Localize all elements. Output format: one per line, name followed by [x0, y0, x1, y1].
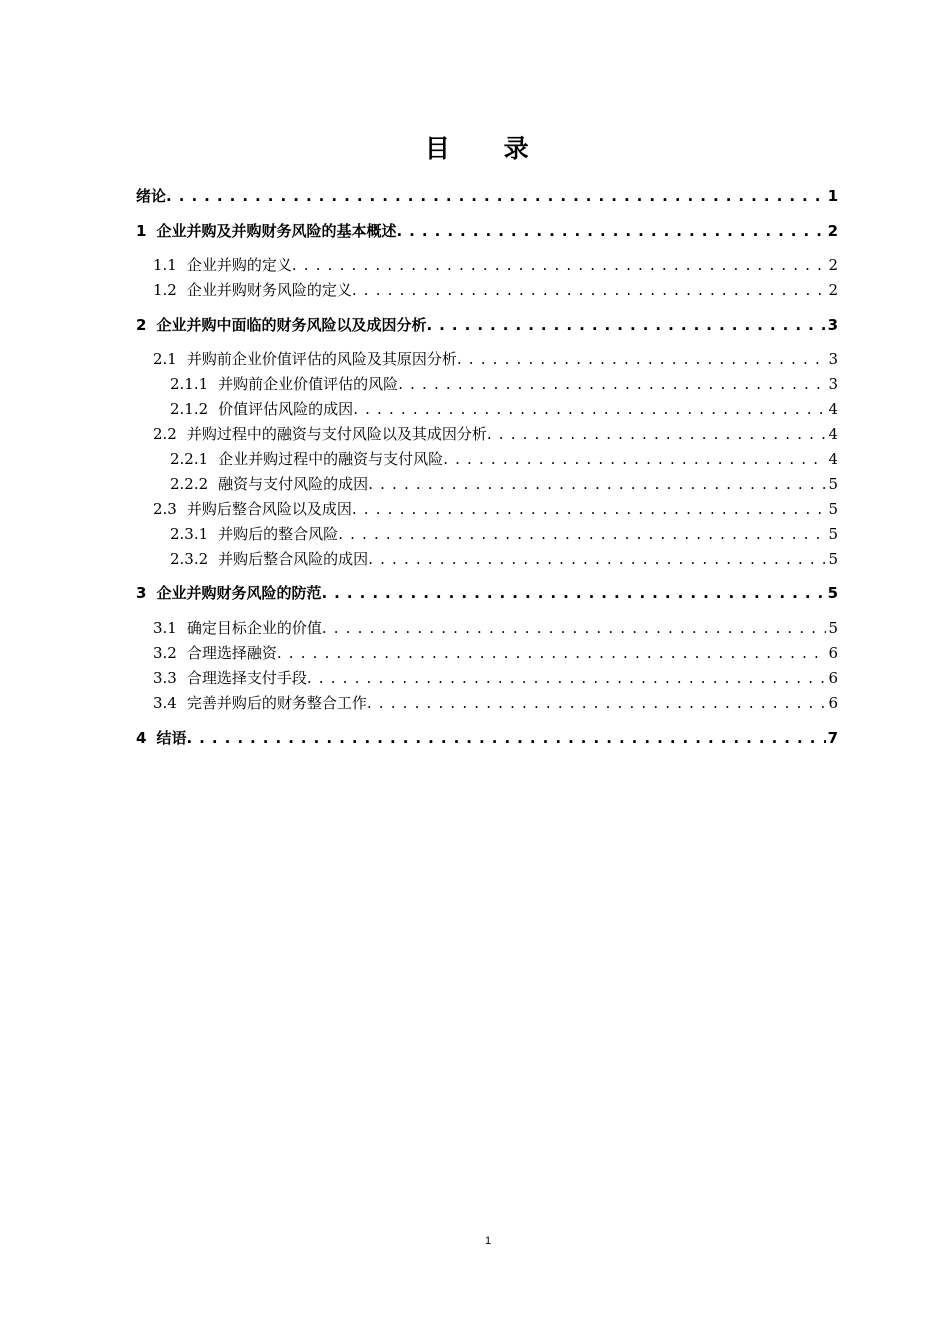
toc-entry-title: 合理选择融资 [186, 644, 277, 662]
toc-entry-2-2-2[interactable] [136, 473, 838, 495]
toc-entry-page: 5 [828, 475, 838, 493]
toc-entry-number: 2.1.1 [170, 375, 209, 393]
toc-entry-4[interactable] [136, 727, 838, 749]
dot-leader [292, 254, 827, 276]
toc-entry-page: 5 [828, 550, 838, 568]
dot-leader [368, 548, 826, 570]
toc-entry-page: 2 [828, 281, 838, 299]
toc-entry-number: 2.2.1 [170, 450, 209, 468]
toc-entry-page: 1 [827, 187, 838, 205]
dot-leader [426, 314, 825, 336]
dot-leader [321, 582, 825, 604]
dot-leader [307, 667, 827, 689]
toc-entry-1[interactable] [136, 220, 838, 242]
toc-entry-page: 4 [828, 400, 838, 418]
toc-entry-title: 结语 [156, 729, 187, 747]
toc-entry-page: 6 [828, 669, 838, 687]
dot-leader [277, 642, 827, 664]
toc-entry-title: 绪论 [136, 187, 167, 205]
toc-entry-number: 2.3.2 [170, 550, 209, 568]
toc-entry-number: 2 [136, 316, 147, 334]
toc-title: 目 录 [424, 134, 552, 163]
toc-entry-3-4[interactable] [136, 692, 838, 714]
toc-entry-1-2[interactable] [136, 279, 838, 301]
toc-entry-1-1[interactable] [136, 254, 838, 276]
toc-entry-page: 4 [828, 425, 838, 443]
toc-entry-number: 4 [136, 729, 147, 747]
toc-entry-title: 确定目标企业的价值 [186, 619, 322, 637]
toc-entry-number: 3.4 [153, 694, 177, 712]
toc-entry-page: 2 [828, 256, 838, 274]
toc-entry-page: 5 [828, 619, 838, 637]
toc-entry-number: 3.3 [153, 669, 177, 687]
dot-leader [487, 423, 827, 445]
toc-entry-title: 并购后整合风险的成因 [218, 550, 369, 568]
toc-entry-number: 3 [136, 584, 147, 602]
toc-entry-title: 并购后整合风险以及成因 [186, 500, 352, 518]
toc-entry-3-1[interactable] [136, 617, 838, 639]
dot-leader [367, 692, 827, 714]
toc-entry-2-3-2[interactable] [136, 548, 838, 570]
toc-entry-number: 2.3 [153, 500, 177, 518]
toc-entry-page: 6 [828, 644, 838, 662]
toc-entry-2-2-1[interactable] [136, 448, 838, 470]
dot-leader [352, 498, 827, 520]
dot-leader [398, 373, 826, 395]
toc-entry-intro[interactable] [136, 185, 838, 207]
dot-leader [352, 279, 827, 301]
toc-entry-number: 1.2 [153, 281, 177, 299]
toc-entry-2-2[interactable] [136, 423, 838, 445]
toc-entry-number: 1.1 [153, 256, 177, 274]
dot-leader [443, 448, 826, 470]
toc-entry-title: 并购后的整合风险 [218, 525, 339, 543]
toc-entry-title: 企业并购的定义 [186, 256, 292, 274]
table-of-contents [136, 0, 838, 760]
toc-entry-2-3[interactable] [136, 498, 838, 520]
toc-entry-page: 4 [828, 450, 838, 468]
toc-entry-title: 价值评估风险的成因 [218, 400, 354, 418]
toc-entry-title: 并购过程中的融资与支付风险以及其成因分析 [186, 425, 487, 443]
toc-entry-3-3[interactable] [136, 667, 838, 689]
toc-entry-number: 1 [136, 222, 147, 240]
toc-entry-page: 7 [827, 729, 838, 747]
dot-leader [353, 398, 826, 420]
toc-entry-title: 合理选择支付手段 [186, 669, 307, 687]
dot-leader [186, 727, 825, 749]
toc-entry-2-3-1[interactable] [136, 523, 838, 545]
toc-entry-page: 6 [828, 694, 838, 712]
toc-entry-title: 企业并购财务风险的定义 [186, 281, 352, 299]
toc-entry-number: 3.1 [153, 619, 177, 637]
toc-entry-2-1-1[interactable] [136, 373, 838, 395]
toc-entry-title: 并购前企业价值评估的风险 [218, 375, 399, 393]
toc-entry-title: 企业并购过程中的融资与支付风险 [218, 450, 444, 468]
toc-entry-2-1[interactable] [136, 348, 838, 370]
page-number: 1 [484, 1235, 492, 1247]
toc-entry-title: 企业并购及并购财务风险的基本概述 [156, 222, 397, 240]
toc-entry-page: 5 [827, 584, 838, 602]
toc-entry-number: 2.2 [153, 425, 177, 443]
toc-entry-page: 3 [827, 316, 838, 334]
toc-entry-title: 并购前企业价值评估的风险及其原因分析 [186, 350, 457, 368]
toc-entry-number: 2.2.2 [170, 475, 209, 493]
toc-entry-title: 企业并购财务风险的防范 [156, 584, 322, 602]
dot-leader [166, 185, 826, 207]
toc-entry-title: 完善并购后的财务整合工作 [186, 694, 367, 712]
toc-entry-title: 融资与支付风险的成因 [218, 475, 369, 493]
toc-entry-number: 2.1 [153, 350, 177, 368]
toc-entry-number: 3.2 [153, 644, 177, 662]
toc-entry-page: 3 [828, 350, 838, 368]
toc-entry-page: 3 [828, 375, 838, 393]
dot-leader [396, 220, 825, 242]
toc-entry-page: 5 [828, 500, 838, 518]
toc-entry-number: 2.1.2 [170, 400, 209, 418]
toc-entry-2-1-2[interactable] [136, 398, 838, 420]
toc-entry-page: 5 [828, 525, 838, 543]
dot-leader [322, 617, 827, 639]
toc-entry-title: 企业并购中面临的财务风险以及成因分析 [156, 316, 427, 334]
toc-entry-2[interactable] [136, 314, 838, 336]
toc-entry-3-2[interactable] [136, 642, 838, 664]
dot-leader [338, 523, 826, 545]
dot-leader [368, 473, 826, 495]
toc-entry-number: 2.3.1 [170, 525, 209, 543]
toc-entry-3[interactable] [136, 582, 838, 604]
dot-leader [457, 348, 827, 370]
toc-entry-page: 2 [827, 222, 838, 240]
